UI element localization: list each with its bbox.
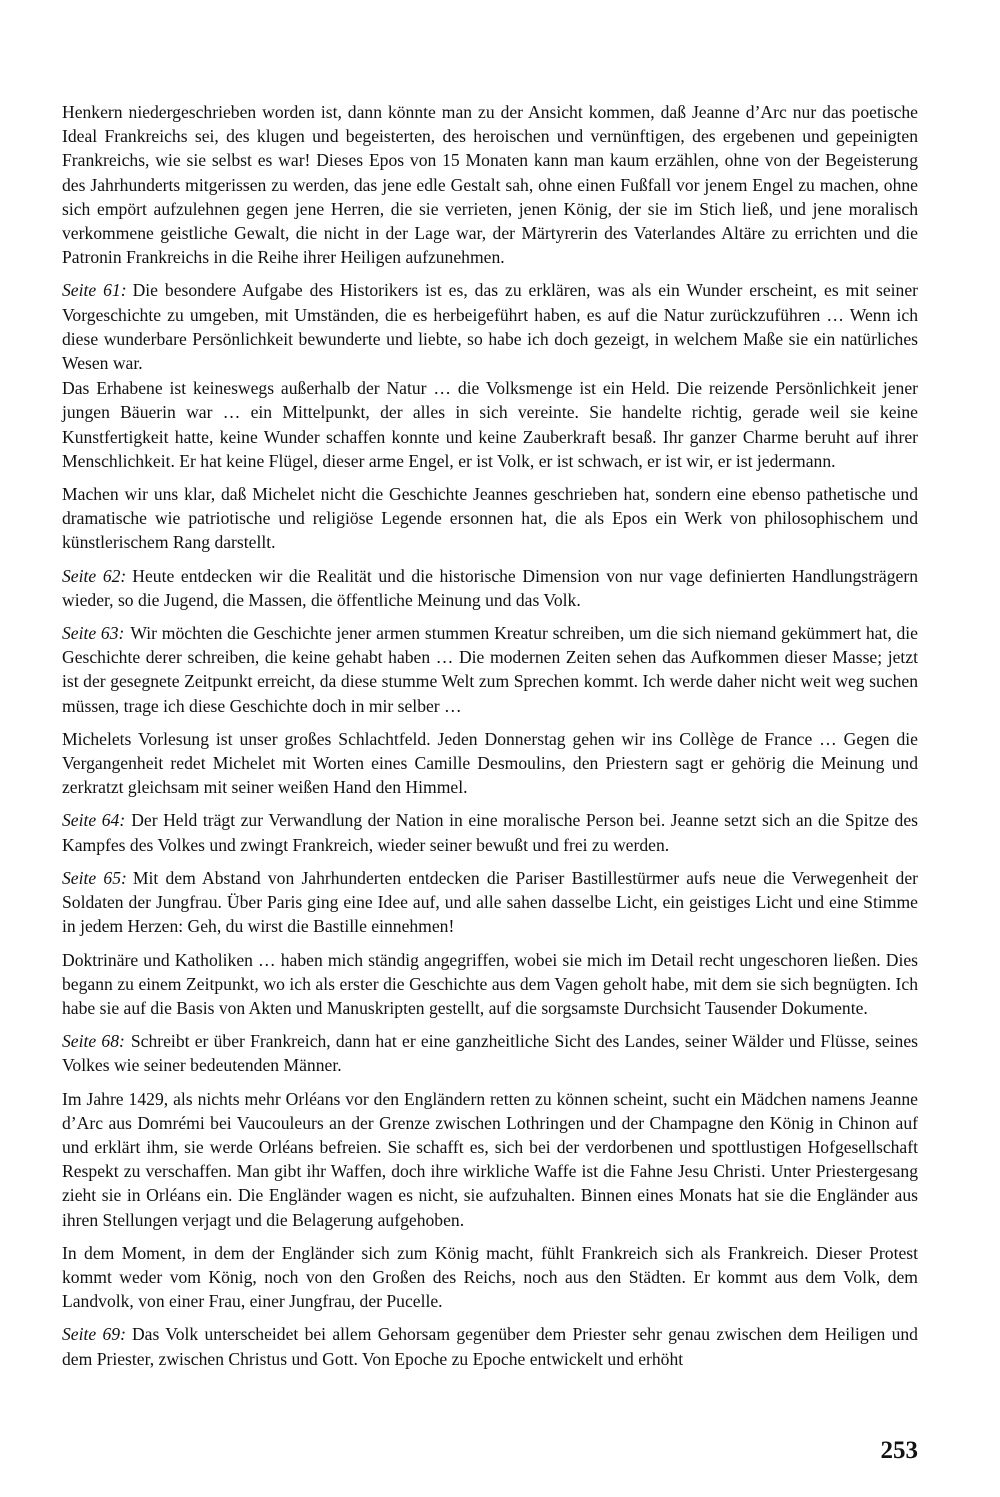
paragraph-continuation xyxy=(62,100,918,269)
paragraph-text: Das Erhabene ist keineswegs außerhalb der Natur … die Volksmenge ist ein Held. Die reizende Persönlichkeit jener jungen Bäuerin war … ein Mittelpunkt, der alles in sich vereinte. Sie handelte richtig, gerade weil sie keine Kunstfertigkeit hatte, keine Wunder schaffen konnte und keine Zauberkraft besaß. Ihr ganzer Charme beruht auf ihrer Menschlichkeit. Er hat keine Flügel, dieser arme Engel, er ist Volk, er ist schwach, er ist wir, er ist jedermann. xyxy=(62,378,918,471)
paragraph-seite-65 xyxy=(62,866,918,939)
paragraph-text: In dem Moment, in dem der Engländer sich zum König macht, fühlt Frankreich sich als Frankreich. Dieser Protest kommt weder vom König, noch von den Großen des Reichs, noch aus den Städten. Er kommt aus dem Volk, dem Landvolk, von einer Frau, einer Jungfrau, der Pucelle. xyxy=(62,1242,918,1312)
paragraph-vorlesung xyxy=(62,727,918,800)
page-reference: Seite 61: xyxy=(62,280,127,301)
page-reference: Seite 64: xyxy=(62,810,126,831)
paragraph-erhabene xyxy=(62,376,918,473)
paragraph-text: Der Held trägt zur Verwandlung der Nation in eine moralische Person bei. Jeanne setzt sich an die Spitze des Kampfes des Volkes und zwingt Frankreich, wieder seiner bewußt und frei zu werden. xyxy=(62,810,918,855)
paragraph-michelet-legende xyxy=(62,482,918,555)
paragraph-text: Wir möchten die Geschichte jener armen stummen Kreatur schreiben, um die sich niemand gekümmert hat, die Geschichte derer schreiben, die keine gehabt haben … Die modernen Zeiten sehen das Aufkommen dieser Masse; jetzt ist der gesegnete Zeitpunkt erreicht, da diese stumme Welt zum Sprechen kommt. Ich werde daher nicht weit weg suchen müssen, trage ich diese Geschichte doch in mir selber … xyxy=(62,623,918,716)
paragraph-text: Machen wir uns klar, daß Michelet nicht die Geschichte Jeannes geschrieben hat, sondern eine ebenso pathetische und dramatische wie patriotische und religiöse Legende ersonnen hat, die als Epos ein Werk von philosophischem und künstlerischem Rang darstellt. xyxy=(62,484,918,553)
paragraph-protest xyxy=(62,1241,918,1314)
page-body xyxy=(62,100,918,1380)
paragraph-text: Doktrinäre und Katholiken … haben mich ständig angegriffen, wobei sie mich im Detail recht ungeschoren ließen. Dies begann zu einem Zeitpunkt, wo ich als erster die Geschichte aus dem Vagen geholt habe, mit dem sie sich begnügten. Ich habe sie auf die Basis von Akten und Manuskripten gestellt, auf die sorgsamste Durchsicht Tausender Dokumente. xyxy=(62,949,918,1018)
paragraph-seite-61 xyxy=(62,278,918,375)
paragraph-seite-62 xyxy=(62,564,918,612)
paragraph-seite-69 xyxy=(62,1322,918,1370)
paragraph-text: Mit dem Abstand von Jahrhunderten entdecken die Pariser Bastillestürmer aufs neue die Verwegenheit der Soldaten der Jungfrau. Über Paris ging eine Idee auf, und alle sahen dasselbe Licht, ein geistiges Licht und eine Stimme in jedem Herzen: Geh, du wirst die Bastille einnehmen! xyxy=(62,867,919,937)
paragraph-seite-64 xyxy=(62,808,918,856)
paragraph-text: Die besondere Aufgabe des Historikers ist es, das zu erklären, was als ein Wunder erscheint, es mit seiner Vorgeschichte zu umgeben, mit Umständen, die es herbeigeführt haben, es auf die Natur zurückzuführen … Wenn ich diese wunderbare Persönlichkeit bewunderte und liebte, so habe ich doch gezeigt, in welchem Maße sie ein natürliches Wesen war. xyxy=(62,280,919,374)
paragraph-text: Das Volk unterscheidet bei allem Gehorsam gegenüber dem Priester sehr genau zwischen dem Heiligen und dem Priester, zwischen Christus und Gott. Von Epoche zu Epoche entwickelt und erhöht xyxy=(62,1324,918,1369)
page-reference: Seite 68: xyxy=(62,1031,125,1052)
paragraph-text: Heute entdecken wir die Realität und die historische Dimension von nur vage definierten Handlungsträgern wieder, so die Jugend, die Massen, die öffentliche Meinung und das Volk. xyxy=(62,565,919,610)
page-reference: Seite 65: xyxy=(62,867,127,888)
page-reference: Seite 63: xyxy=(62,623,125,644)
paragraph-seite-63 xyxy=(62,621,918,718)
paragraph-doktrinaere xyxy=(62,948,918,1021)
page-number: 253 xyxy=(880,1437,918,1464)
paragraph-text: Michelets Vorlesung ist unser großes Schlachtfeld. Jeden Donnerstag gehen wir ins Collège de France … Gegen die Vergangenheit redet Michelet mit Worten eines Camille Desmoulins, den Priestern sagt er gehörig die Meinung und zerkratzt gleichsam mit seiner weißen Hand den Himmel. xyxy=(62,728,918,798)
paragraph-seite-68 xyxy=(62,1029,918,1077)
page-reference: Seite 62: xyxy=(62,565,127,586)
page-reference: Seite 69: xyxy=(62,1324,126,1345)
paragraph-text: Schreibt er über Frankreich, dann hat er eine ganzheitliche Sicht des Landes, seiner Wälder und Flüsse, seines Volkes wie seiner bedeutenden Männer. xyxy=(62,1031,919,1076)
paragraph-text: Henkern niedergeschrieben worden ist, dann könnte man zu der Ansicht kommen, daß Jeanne d’Arc nur das poetische Ideal Frankreichs sei, des klugen und begeisterten, des heroischen und vernünftigen, des ergebenen und gepeinigten Frankreichs, wie sie selbst es war! Dieses Epos von 15 Monaten kann man kaum erzählen, ohne von der Begeisterung des Jahrhunderts mitgerissen zu werden, das jene edle Gestalt sah, ohne einen Fußfall vor jenem Engel zu machen, ohne sich empört aufzulehnen gegen jene Herren, die sie verrieten, jenen König, der sie im Stich ließ, und jene moralisch verkommene geistliche Gewalt, die nicht in der Lage war, der Märtyrerin des Vaterlandes Altäre zu errichten und die Patronin Frankreichs in die Reihe ihrer Heiligen aufzunehmen. xyxy=(62,102,918,268)
paragraph-text: Im Jahre 1429, als nichts mehr Orléans vor den Engländern retten zu können scheint, sucht ein Mädchen namens Jeanne d’Arc aus Domrémi bei Vaucouleurs an der Grenze zwischen Lothringen und der Champagne den König in Chinon auf und erklärt ihm, sie werde Orléans befreien. Sie schafft es, sich bei der verdorbenen und spottlustigen Hofgesellschaft Respekt zu verschaffen. Man gibt ihr Waffen, doch ihre wirkliche Waffe ist die Fahne Jesu Christi. Unter Priestergesang zieht sie in Orléans ein. Die Engländer wagen es nicht, sie aufzuhalten. Binnen eines Monats hat sie die Engländer aus ihren Stellungen verjagt und die Belagerung aufgehoben. xyxy=(62,1088,918,1230)
paragraph-1429 xyxy=(62,1087,918,1232)
